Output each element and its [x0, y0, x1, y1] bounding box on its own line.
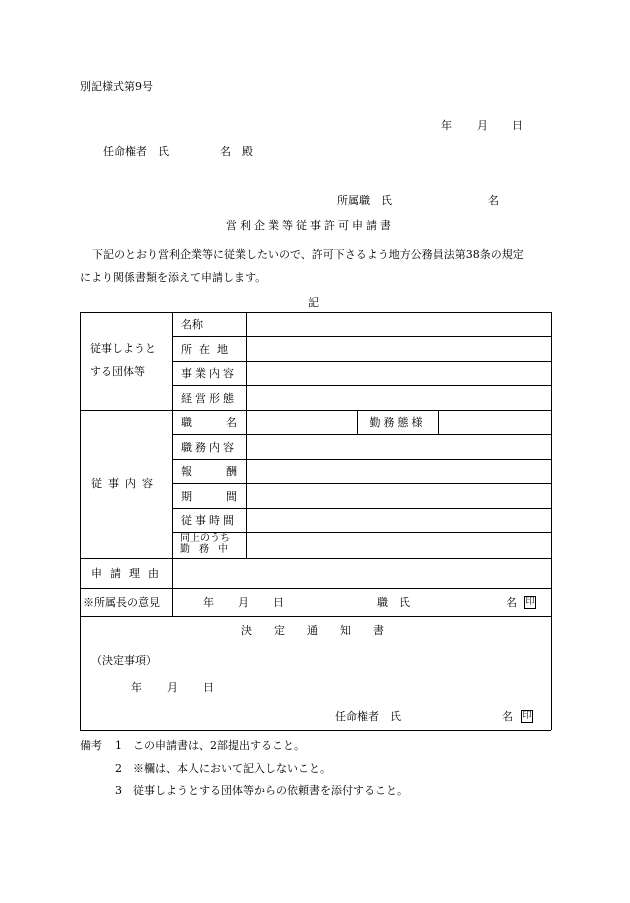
- decision-seal: 印: [522, 711, 532, 721]
- decision-title: 決定通知書: [241, 624, 406, 637]
- opinion-name: 名: [506, 596, 517, 609]
- row-label-business-text: 事業内容: [181, 367, 237, 380]
- applicant-name: 名: [488, 194, 499, 207]
- table-row-line: [80, 410, 551, 411]
- date-month-label: 月: [477, 119, 488, 132]
- decision-day: 日: [203, 681, 214, 694]
- opinion-day: 日: [273, 596, 284, 609]
- work-mode-label: [357, 411, 438, 434]
- row-label-location-text: 所在地: [181, 342, 235, 356]
- row-label-duties-text: 職務内容: [181, 440, 237, 454]
- opinion-year: 年: [203, 596, 214, 609]
- row-label-position-text: 職名: [181, 416, 271, 429]
- row-label-compensation: [181, 460, 271, 483]
- ki-marker: 記: [308, 296, 319, 309]
- table-col-divider: [172, 312, 173, 616]
- decision-month: 月: [167, 681, 178, 694]
- opinion-month: 月: [238, 596, 249, 609]
- note-2-text: ※欄は、本人において記入しないこと。: [133, 762, 331, 775]
- row-label-hours-text: 従事時間: [181, 514, 237, 527]
- decision-items-label: （決定事項）: [91, 654, 157, 667]
- decision-year: 年: [131, 681, 142, 694]
- note-1-number: 1: [115, 739, 122, 752]
- row-label-position: [181, 411, 271, 434]
- org-group-label-line1: 従事しようと: [90, 342, 156, 355]
- row-label-period: [181, 484, 271, 508]
- row-label-compensation-text: 報酬: [181, 465, 271, 478]
- reason-label: [91, 559, 169, 588]
- note-2-number: 2: [115, 762, 122, 775]
- decision-name: 名: [502, 710, 513, 723]
- org-group-label-line2: する団体等: [90, 365, 145, 378]
- row-label-location: [181, 337, 238, 361]
- table-border-bottom: [80, 730, 551, 731]
- during-work-line1: 同上のうち: [180, 533, 230, 544]
- opinion-title: 職 氏: [377, 596, 410, 609]
- note-3-number: 3: [115, 784, 122, 797]
- work-group-label: 従事内容: [91, 477, 159, 490]
- date-year-label: 年: [441, 119, 452, 132]
- row-label-duties: [181, 435, 243, 459]
- note-3-text: 従事しようとする団体等からの依頼書を添付すること。: [133, 784, 408, 797]
- row-label-management: [181, 386, 243, 410]
- body-text-line2: により関係書類を添えて申請します。: [80, 271, 267, 284]
- decision-appointer: 任命権者 氏: [335, 710, 401, 723]
- opinion-label: [83, 589, 160, 616]
- table-border-top: [80, 312, 551, 313]
- table-col-divider: [438, 410, 439, 434]
- addressee-name: 名 殿: [220, 145, 253, 158]
- work-mode-label-text: 勤務態様: [369, 416, 426, 429]
- row-label-business: [181, 362, 243, 385]
- table-border-right: [551, 312, 552, 730]
- table-border-left: [80, 312, 81, 730]
- addressee-title: 任命権者 氏: [103, 145, 169, 158]
- during-work-line2: 勤務中: [180, 544, 237, 555]
- opinion-label-text: ※所属長の意見: [83, 596, 160, 609]
- row-label-management-text: 経営形態: [181, 391, 237, 405]
- reason-label-text: 申請理由: [91, 567, 167, 580]
- body-text-line1: 下記のとおり営利企業等に従業したいので、許可下さるよう地方公務員法第38条の規定: [92, 248, 524, 261]
- applicant-affiliation: 所属職 氏: [337, 194, 392, 207]
- row-label-name: [181, 313, 238, 336]
- document-title: 営利企業等従事許可申請書: [226, 219, 394, 232]
- note-1-text: この申請書は、2部提出すること。: [133, 739, 305, 752]
- notes-label: 備考: [80, 739, 102, 752]
- form-number: 別記様式第9号: [80, 80, 153, 93]
- table-col-divider: [246, 312, 247, 558]
- row-label-name-text: 名称: [181, 318, 203, 331]
- date-day-label: 日: [512, 119, 523, 132]
- row-label-hours: [181, 509, 243, 532]
- row-label-period-text: 期間: [181, 489, 271, 503]
- table-row-line: [80, 616, 551, 617]
- opinion-seal: 印: [525, 597, 535, 607]
